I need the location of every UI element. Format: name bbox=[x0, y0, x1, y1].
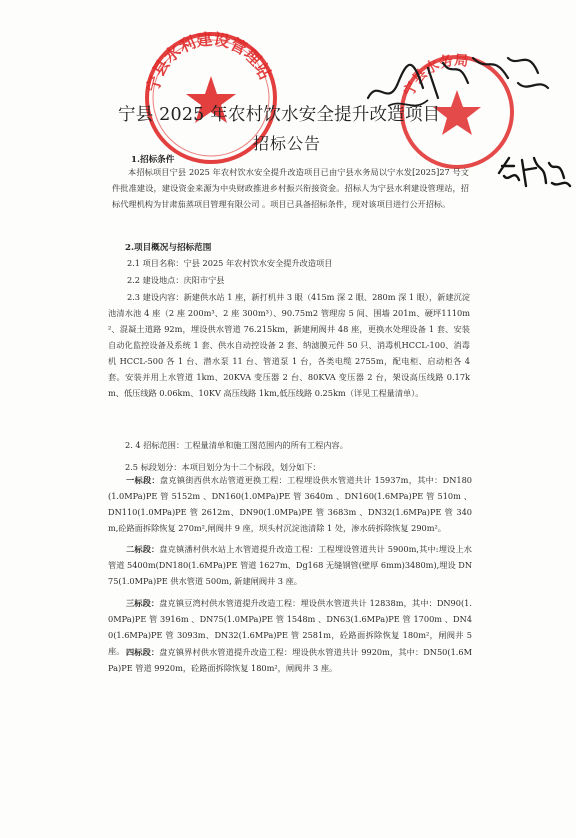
lot-2-text: 盘克镇潘村供水站上水管道提升改造工程：工程埋设管道共计 5900m,其中:埋设上水管道 5400m(DN180(1.6MPa)PE 管道 1627m、Dg168 无缝钢管(壁厚 6mm)3480m),埋设 DN75(1.0MPa)PE 供水管道 500m, 新建闸阀井 3 座。 bbox=[108, 544, 472, 586]
svg-text:宁县水务局: 宁县水务局 bbox=[401, 52, 469, 100]
construction-content: 2.3 建设内容：新建供水站 1 座，新打机井 3 眼（415m 深 2 眼、280m 深 1 眼），新建沉淀池清水池 4 座（2 座 200m³、2 座 300m³）、90.75m2 管理房 5 间、围墙 201m、硬坪1110m²、混凝土道路 92m，埋设供水管道 76.215km，新建闸阀井 48 座，更换水处理设备 1 套、安装自动化监控设备及系统 1 套、供水自动控设备 2 套、纳滤膜元件 50 只、消毒机HCCL-100、消毒机 HCCL-500 各 1 台、潜水泵 11 台、管道泵 1 台，各类电缆 2755m，配电柜、启动柜各 4 套。安装并用上水管道 1km、20KVA 变压器 2 台、80KVA 变压器 2 台，架设高压线路 0.17km、低压线路 0.06km、10KV 高压线路 1km,低压线路 0.25km（详见工程量清单）。 bbox=[108, 292, 470, 398]
location-line: 2.2 建设地点：庆阳市宁县 bbox=[127, 275, 225, 285]
section-2-heading: 2.项目概况与招标范围 bbox=[125, 243, 212, 253]
lot-4-text: 盘克镇界村供水管道提升改造工程：埋设供水管道共计 9920m，其中：DN50(1.6MPa)PE 管道 9920m，砼路面拆除恢复 180m²，闸阀井 3 座。 bbox=[108, 647, 472, 673]
lot-1-paragraph bbox=[108, 472, 472, 536]
document-subtitle: 招标公告 bbox=[253, 134, 322, 153]
lot-1-label: 一标段： bbox=[126, 475, 160, 485]
lot-4-label: 四标段： bbox=[126, 647, 160, 657]
lot-4-paragraph bbox=[108, 644, 472, 676]
lot-3-label: 三标段： bbox=[126, 598, 160, 608]
lot-1-text: 盘克镇街西供水站管道更换工程：工程埋设供水管道共计 15937m，其中：DN180(1.0MPa)PE 管 5152m 、DN160(1.0MPa)PE 管 3640m 、DN160(1.6MPa)PE 管 510m 、DN110(1.0MPa)PE 管 2612m、DN90(1.0MPa)PE 管 3683m 、DN32(1.6MPa)PE 管 340m,砼路面拆除恢复 270m²,闸阀井 9 座，坝头村沉淀池清除 1 处，渗水砖拆除恢复 290m²。 bbox=[108, 475, 472, 533]
lot-2-paragraph bbox=[108, 541, 472, 589]
section-1-body: 本招标项目宁县 2025 年农村饮水安全提升改造项目已由宁县水务局以宁水发[2025]27 号文件批准建设，建设资金来源为中央财政推进乡村振兴衔接资金。招标人为宁县水利建设管理站，招标代理机构为甘肃茄蒸项目管理有限公司 。项目已具备招标条件，现对该项目进行公开招标。 bbox=[112, 167, 469, 209]
project-name-line: 2.1 项目名称：宁县 2025 年农村饮水安全提升改造项目 bbox=[127, 258, 333, 268]
handwritten-signature-right bbox=[494, 148, 574, 198]
svg-text:宁县水利建设管理站: 宁县水利建设管理站 bbox=[143, 29, 276, 94]
bidding-scope-line: 2. 4 招标范围：工程量清单和施工图范围内的所有工程内容。 bbox=[125, 440, 348, 450]
lot-division-line: 2.5 标段划分：本项目划分为十二个标段，划分如下： bbox=[125, 462, 321, 472]
lot-2-label: 二标段： bbox=[126, 544, 160, 554]
section-1-heading: 1.招标条件 bbox=[131, 155, 175, 165]
document-title: 宁县 2025 年农村饮水安全提升改造项目 bbox=[118, 105, 441, 125]
lot-3-text: 盘克镇豆湾村供水管道提升改造工程：埋设供水管道共计 12838m，其中：DN90(1.0MPa)PE 管 3916m 、DN75(1.0MPa)PE 管 1548m 、DN63(1.6MPa)PE 管 1700m 、DN40(1.6MPa)PE 管 3093m、DN32(1.6MPa)PE 管 2581m，砼路面拆除恢复 180m²，闸阀井 5 座。 bbox=[108, 598, 472, 656]
